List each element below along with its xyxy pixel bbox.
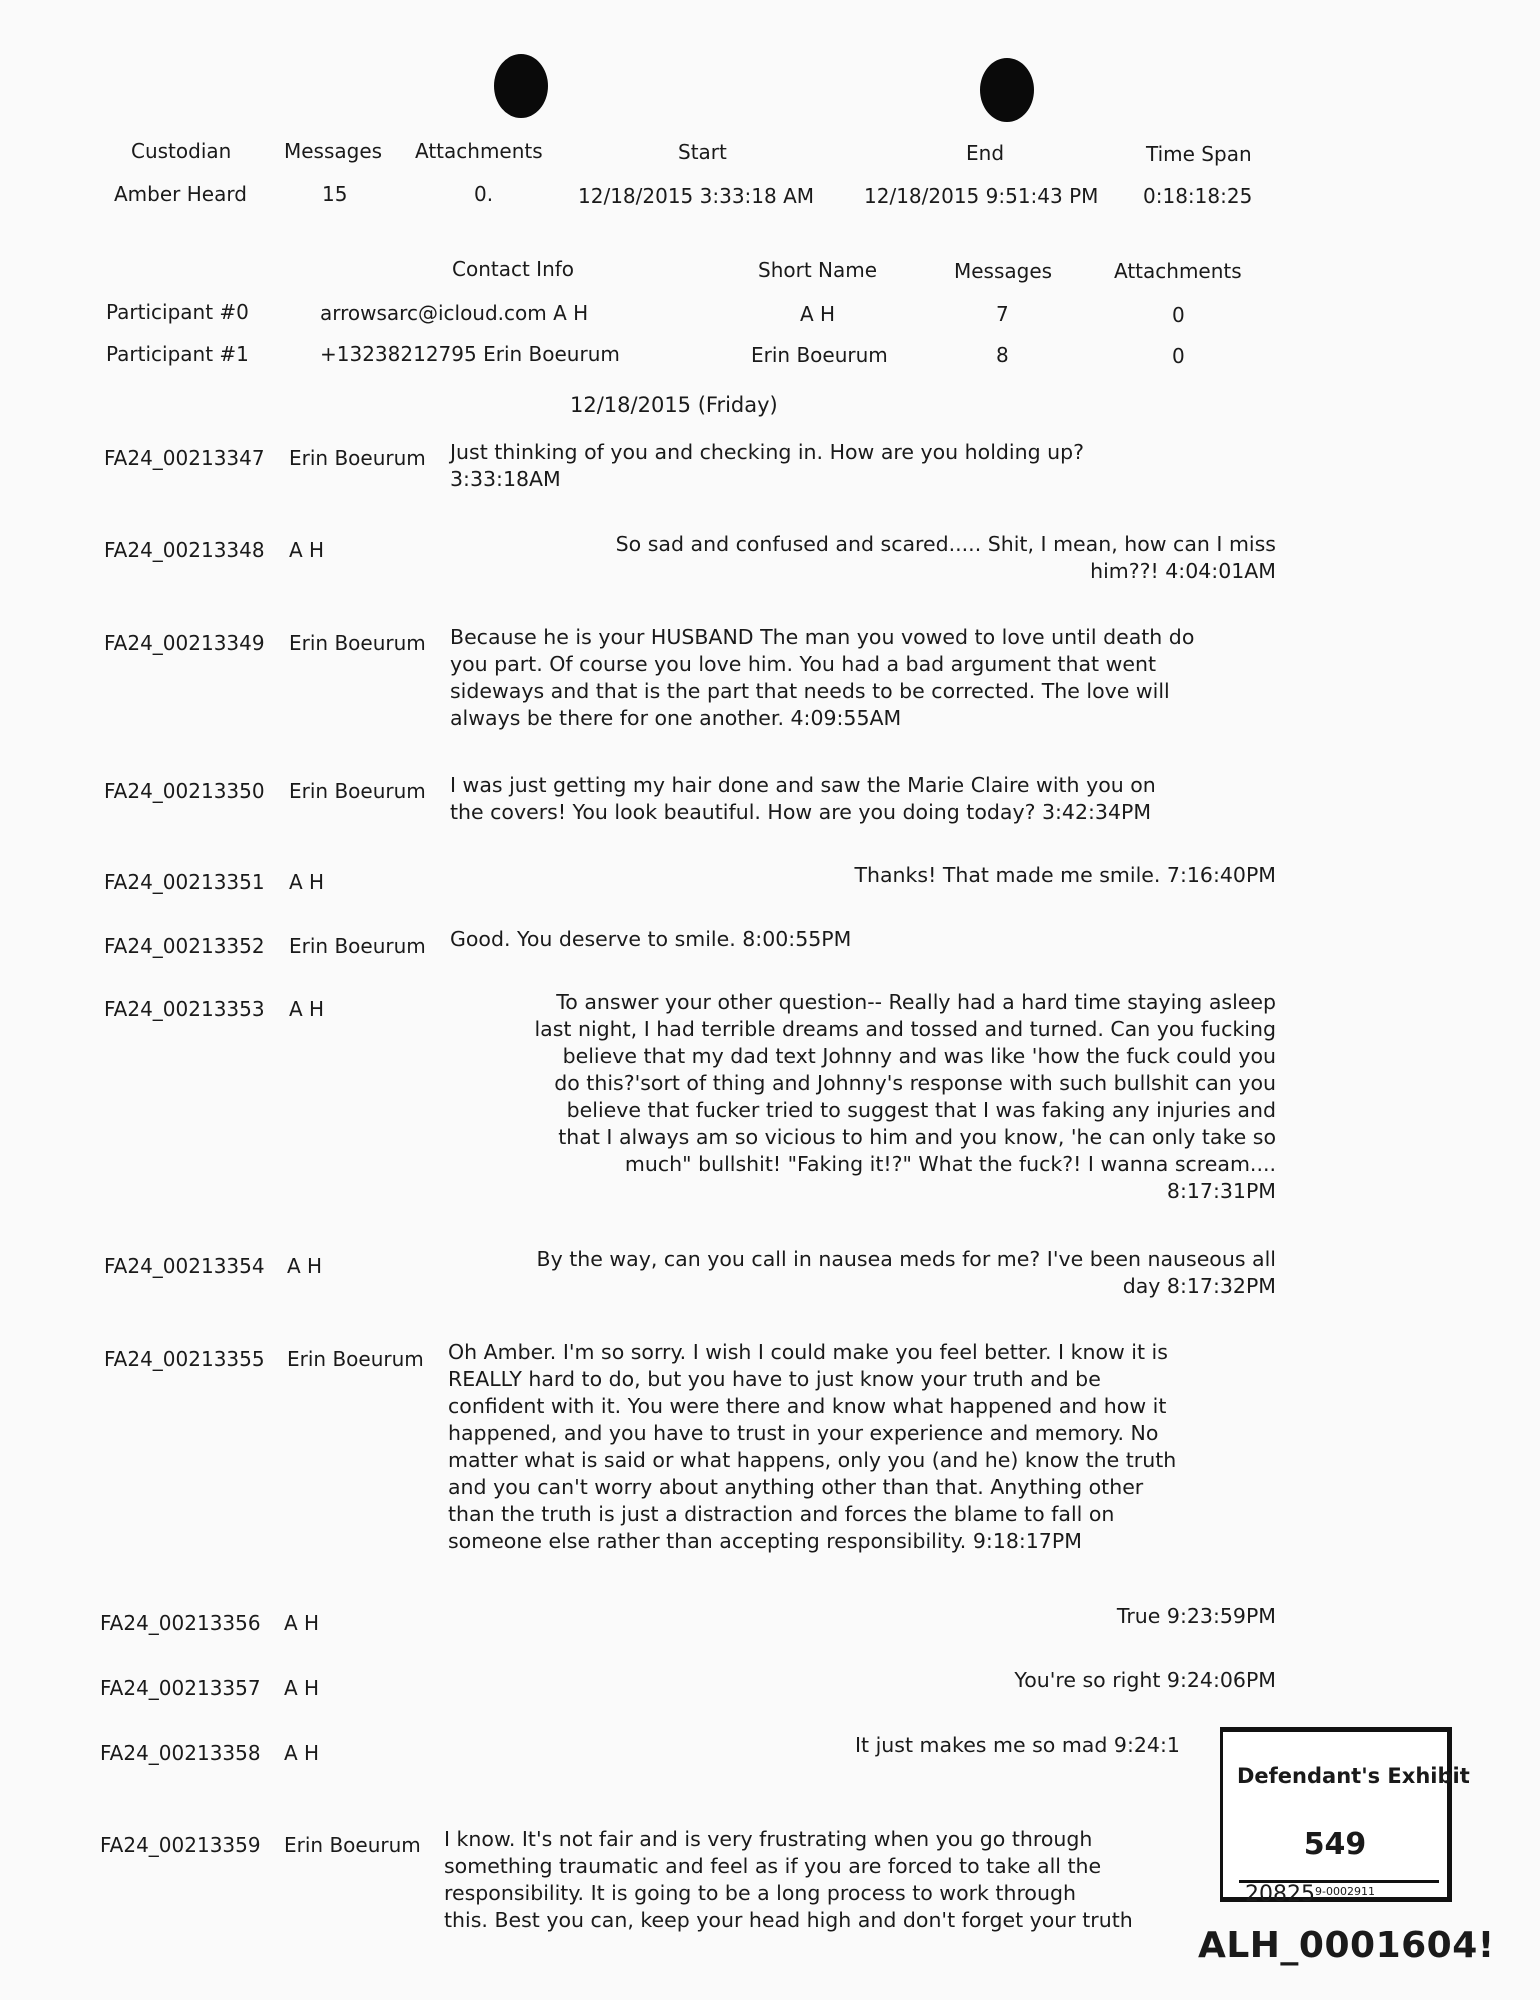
participant-contact: arrowsarc@icloud.com A H (320, 301, 589, 325)
message-text: I was just getting my hair done and saw the Marie Claire with you on the covers! You look beautiful. How are you doing today? 3:42:34PM (450, 773, 1156, 824)
message-id: FA24_00213351 (104, 870, 265, 894)
participant-messages: 7 (996, 302, 1009, 326)
punch-hole-right (980, 58, 1034, 122)
attachments-value: 0. (474, 182, 494, 206)
participant-short-name: A H (800, 302, 836, 326)
message-sender: Erin Boeurum (287, 1347, 424, 1371)
header-attachments: Attachments (415, 139, 543, 163)
participant-short-name: Erin Boeurum (751, 343, 888, 367)
header-messages: Messages (284, 139, 383, 163)
participant-attachments: 0 (1172, 303, 1185, 327)
message-id: FA24_00213348 (104, 538, 265, 562)
message-sender: Erin Boeurum (289, 446, 426, 470)
message-text: You're so right 9:24:06PM (1014, 1668, 1276, 1692)
header-participant-attachments: Attachments (1114, 259, 1242, 283)
exhibit-bates-suffix: 9-0002911 (1315, 1885, 1375, 1898)
message-text: Because he is your HUSBAND The man you vowed to love until death do you part. Of course you love him. You had a bad argument that went sideways and that is the part that needs to be corrected. The love will always be there for one another. 4:09:55AM (450, 625, 1195, 730)
bates-number: ALH_0001604! (1198, 1925, 1495, 1966)
message-id: FA24_00213349 (104, 631, 265, 655)
message-id: FA24_00213352 (104, 934, 265, 958)
message-id: FA24_00213356 (100, 1611, 261, 1635)
message-text: Thanks! That made me smile. 7:16:40PM (854, 863, 1276, 887)
message-text: It just makes me so mad 9:24:1 (855, 1733, 1180, 1757)
participant-label: Participant #1 (106, 342, 249, 366)
exhibit-title: Defendant's Exhibit (1237, 1764, 1470, 1788)
message-id: FA24_00213358 (100, 1741, 261, 1765)
message-sender: A H (289, 997, 325, 1021)
header-start: Start (678, 140, 727, 164)
participant-messages: 8 (996, 343, 1009, 367)
message-sender: A H (284, 1741, 320, 1765)
custodian-value: Amber Heard (114, 182, 247, 206)
time-span-value: 0:18:18:25 (1143, 184, 1253, 208)
message-sender: A H (289, 870, 325, 894)
message-text: True 9:23:59PM (1116, 1604, 1276, 1628)
message-text: Good. You deserve to smile. 8:00:55PM (450, 927, 852, 951)
participant-label: Participant #0 (106, 300, 249, 324)
message-sender: A H (284, 1676, 320, 1700)
header-end: End (966, 141, 1005, 165)
exhibit-bates-number: 20825 (1245, 1882, 1315, 1907)
header-custodian: Custodian (131, 139, 232, 163)
message-text: By the way, can you call in nausea meds for me? I've been nauseous all day 8:17:32PM (536, 1247, 1276, 1298)
message-id: FA24_00213350 (104, 779, 265, 803)
message-sender: A H (289, 538, 325, 562)
participant-contact: +13238212795 Erin Boeurum (320, 342, 620, 366)
participant-attachments: 0 (1172, 344, 1185, 368)
header-time-span: Time Span (1146, 142, 1252, 166)
punch-hole-left (494, 54, 548, 118)
message-id: FA24_00213359 (100, 1833, 261, 1857)
message-text: To answer your other question-- Really had a hard time staying asleep last night, I had terrible dreams and tossed and turned. Can you fucking believe that my dad text Johnny and was like 'how the fuck could you do this?'sort of thing and Johnny's response with such bullshit can you believe that fucker tried to suggest that I was faking any injuries and that I always am so vicious to him and you know, 'he can only take so much" bullshit! "Faking it!?" What the fuck?! I wanna scream.... 8:17:31PM (534, 990, 1276, 1203)
message-id: FA24_00213354 (104, 1254, 265, 1278)
exhibit-number: 549 (1303, 1827, 1367, 1862)
exhibit-sticker (1220, 1727, 1470, 1907)
header-contact-info: Contact Info (452, 257, 575, 281)
header-participant-messages: Messages (954, 259, 1053, 283)
message-text: Oh Amber. I'm so sorry. I wish I could make you feel better. I know it is REALLY hard to do, but you have to just know your truth and be confident with it. You were there and know what happened and how it happened, and you have to trust in your experience and memory. No matter what is said or what happens, only you (and he) know the truth and you can't worry about anything other than that. Anything other than the truth is just a distraction and forces the blame to fall on someone else rather than accepting responsibility. 9:18:17PM (448, 1340, 1177, 1553)
message-id: FA24_00213353 (104, 997, 265, 1021)
messages-value: 15 (322, 182, 348, 206)
message-sender: A H (284, 1611, 320, 1635)
message-text: Just thinking of you and checking in. How are you holding up? 3:33:18AM (450, 440, 1085, 491)
message-text: So sad and confused and scared..... Shit, I mean, how can I miss him??! 4:04:01AM (615, 532, 1276, 583)
end-value: 12/18/2015 9:51:43 PM (864, 184, 1099, 208)
message-sender: A H (287, 1254, 323, 1278)
message-id: FA24_00213355 (104, 1347, 265, 1371)
start-value: 12/18/2015 3:33:18 AM (578, 184, 815, 208)
message-text: I know. It's not fair and is very frustrating when you go through something traumatic and feel as if you are forced to take all the responsibility. It is going to be a long process to work through this. Best you can, keep your head high and don't forget your truth (444, 1827, 1133, 1932)
message-sender: Erin Boeurum (284, 1833, 421, 1857)
message-id: FA24_00213347 (104, 446, 265, 470)
message-id: FA24_00213357 (100, 1676, 261, 1700)
message-sender: Erin Boeurum (289, 631, 426, 655)
date-header: 12/18/2015 (Friday) (570, 393, 778, 417)
message-sender: Erin Boeurum (289, 779, 426, 803)
header-short-name: Short Name (758, 258, 878, 282)
message-sender: Erin Boeurum (289, 934, 426, 958)
